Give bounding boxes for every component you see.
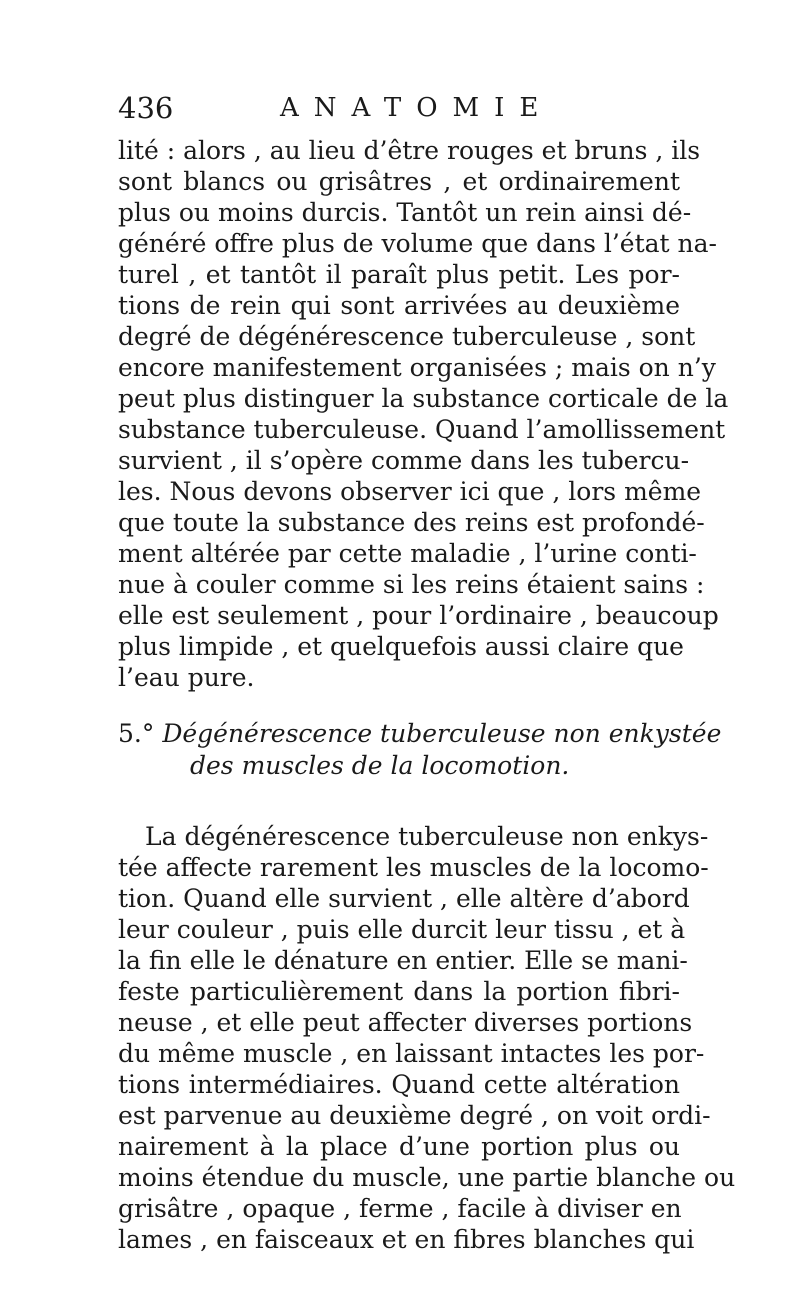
text-line: tée affecte rarement les muscles de la locomo- bbox=[118, 853, 709, 882]
text-line: lames , en faisceaux et en fibres blanches qui bbox=[118, 1225, 695, 1254]
text-line: nairement à la place d’une portion plus ou bbox=[118, 1132, 680, 1161]
text-line: neuse , et elle peut affecter diverses portions bbox=[118, 1008, 693, 1037]
text-line: les. Nous devons observer ici que , lors même bbox=[118, 477, 702, 506]
running-title: ANATOMIE bbox=[280, 93, 554, 123]
section-number: 5.° bbox=[118, 719, 155, 748]
text-line: survient , il s’opère comme dans les tubercu- bbox=[118, 446, 690, 475]
section-heading-line-1 bbox=[118, 718, 722, 750]
text-line: turel , et tantôt il paraît plus petit. Les por- bbox=[118, 260, 680, 289]
section-title-line-1: Dégénérescence tuberculeuse non enkystée bbox=[162, 719, 722, 748]
text-line: encore manifestement organisées ; mais on n’y bbox=[118, 353, 716, 382]
text-line: La dégénérescence tuberculeuse non enkys- bbox=[145, 822, 709, 851]
text-line: plus limpide , et quelquefois aussi claire que bbox=[118, 632, 684, 661]
text-line: substance tuberculeuse. Quand l’amollissement bbox=[118, 415, 726, 444]
text-line: moins étendue du muscle, une partie blanche ou bbox=[118, 1163, 736, 1192]
text-line: tion. Quand elle survient , elle altère d’abord bbox=[118, 884, 690, 913]
text-line: feste particulièrement dans la portion fibri- bbox=[118, 977, 680, 1006]
section-title-line-2: des muscles de la locomotion. bbox=[190, 751, 570, 780]
text-line: généré offre plus de volume que dans l’état na- bbox=[118, 229, 717, 258]
text-line: que toute la substance des reins est profondé- bbox=[118, 508, 705, 537]
text-line: degré de dégénérescence tuberculeuse , sont bbox=[118, 322, 696, 351]
text-line: grisâtre , opaque , ferme , facile à diviser en bbox=[118, 1194, 682, 1223]
text-line: leur couleur , puis elle durcit leur tissu , et à bbox=[118, 915, 686, 944]
text-line: lité : alors , au lieu d’être rouges et bruns , ils bbox=[118, 136, 701, 165]
text-line: peut plus distinguer la substance corticale de la bbox=[118, 384, 729, 413]
text-line: sont blancs ou grisâtres , et ordinairement bbox=[118, 167, 680, 196]
text-line: tions intermédiaires. Quand cette altération bbox=[118, 1070, 680, 1099]
text-line: plus ou moins durcis. Tantôt un rein ainsi dé- bbox=[118, 198, 692, 227]
text-line: la fin elle le dénature en entier. Elle se mani- bbox=[118, 946, 688, 975]
text-line: nue à couler comme si les reins étaient sains : bbox=[118, 570, 705, 599]
text-line: du même muscle , en laissant intactes les por- bbox=[118, 1039, 705, 1068]
text-line: l’eau pure. bbox=[118, 663, 255, 692]
text-line: ment altérée par cette maladie , l’urine conti- bbox=[118, 539, 697, 568]
page-number: 436 bbox=[118, 91, 174, 125]
text-line: est parvenue au deuxième degré , on voit ordi- bbox=[118, 1101, 711, 1130]
text-line: elle est seulement , pour l’ordinaire , beaucoup bbox=[118, 601, 719, 630]
running-head bbox=[118, 88, 678, 128]
text-line: tions de rein qui sont arrivées au deuxième bbox=[118, 291, 680, 320]
